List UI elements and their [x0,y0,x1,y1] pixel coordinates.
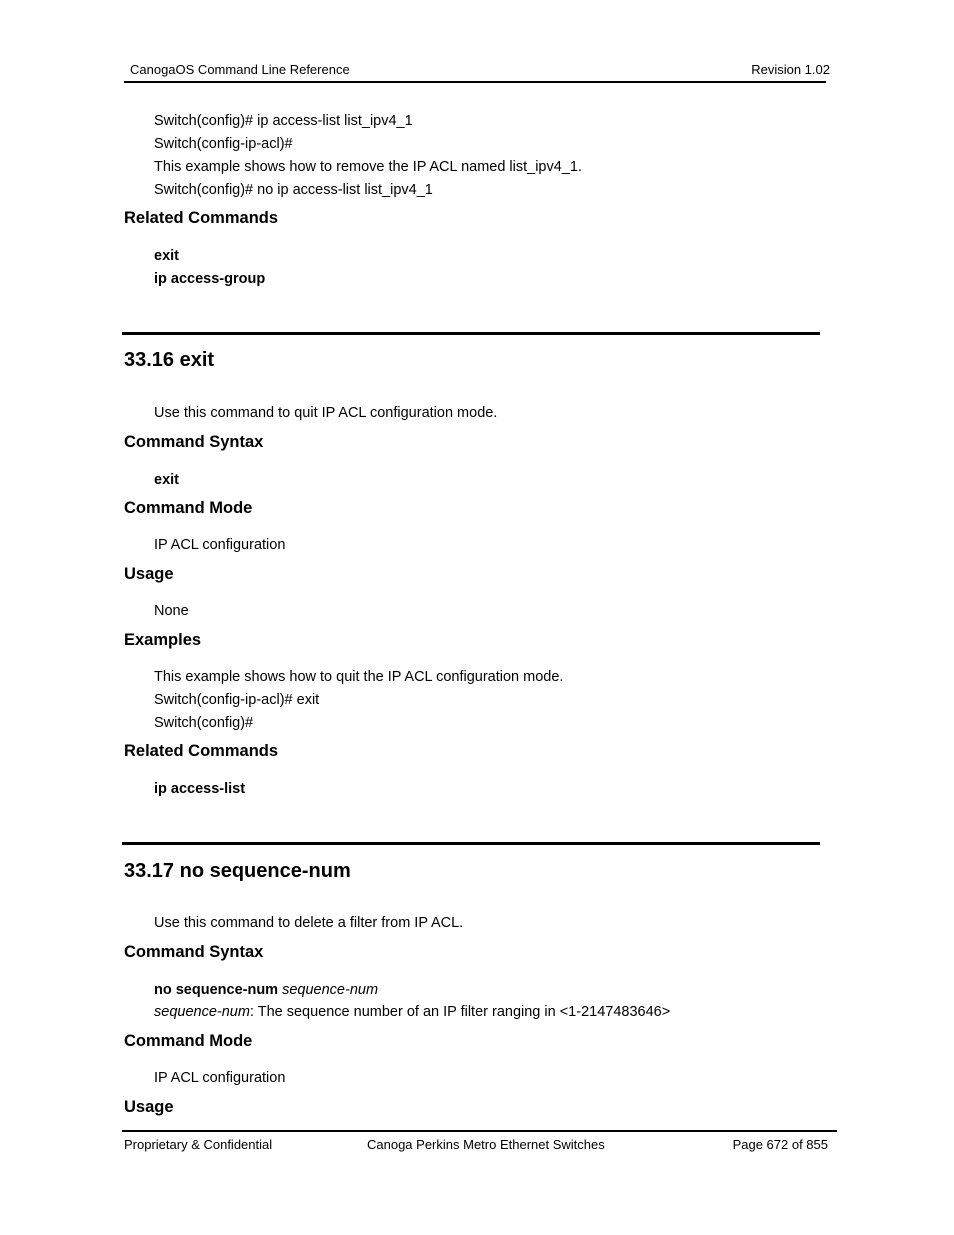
section-intro: Use this command to quit IP ACL configuration mode. [154,405,498,421]
examples-heading: Examples [124,631,202,649]
code-line: Switch(config-ip-acl)# [154,136,293,152]
section-rule [122,842,820,845]
footer-center: Canoga Perkins Metro Ethernet Switches [367,1137,605,1152]
header-rule [124,81,826,83]
section-intro: Use this command to delete a filter from IP ACL. [154,915,464,931]
syntax-argument: sequence-num [282,982,379,998]
command-mode: IP ACL configuration [154,1070,286,1086]
related-commands-heading: Related Commands [124,209,279,227]
example-description: This example shows how to quit the IP ACL configuration mode. [154,669,564,685]
usage-text: None [154,603,189,619]
related-command: exit [154,248,179,264]
section-title: 33.16 exit [124,349,215,371]
footer-page-number: Page 672 of 855 [732,1137,828,1152]
related-commands-heading: Related Commands [124,742,279,760]
example-description: This example shows how to remove the IP ACL named list_ipv4_1. [154,159,582,175]
related-command: ip access-list [154,781,246,797]
command-mode-heading: Command Mode [124,499,253,517]
command-syntax [154,982,378,998]
command-mode-heading: Command Mode [124,1032,253,1050]
footer-left: Proprietary & Confidential [124,1137,273,1152]
code-line: Switch(config-ip-acl)# exit [154,692,320,708]
parameter-description [154,1004,670,1020]
command-mode: IP ACL configuration [154,537,286,553]
usage-heading: Usage [124,1098,174,1116]
usage-heading: Usage [124,565,174,583]
section-rule [122,332,820,335]
parameter-text: : The sequence number of an IP filter ranging in <1-2147483646> [249,1004,671,1020]
syntax-command: no sequence-num [154,982,279,998]
command-syntax-heading: Command Syntax [124,433,264,451]
command-syntax-heading: Command Syntax [124,943,264,961]
code-line: Switch(config)# ip access-list list_ipv4_1 [154,113,413,129]
section-title: 33.17 no sequence-num [124,860,351,882]
code-line: Switch(config)# no ip access-list list_ipv4_1 [154,182,433,198]
code-line: Switch(config)# [154,715,254,731]
footer-rule [122,1130,837,1132]
header-revision: Revision 1.02 [751,62,830,77]
command-syntax: exit [154,472,179,488]
header-title: CanogaOS Command Line Reference [130,62,350,77]
parameter-name: sequence-num [154,1004,250,1020]
related-command: ip access-group [154,271,266,287]
